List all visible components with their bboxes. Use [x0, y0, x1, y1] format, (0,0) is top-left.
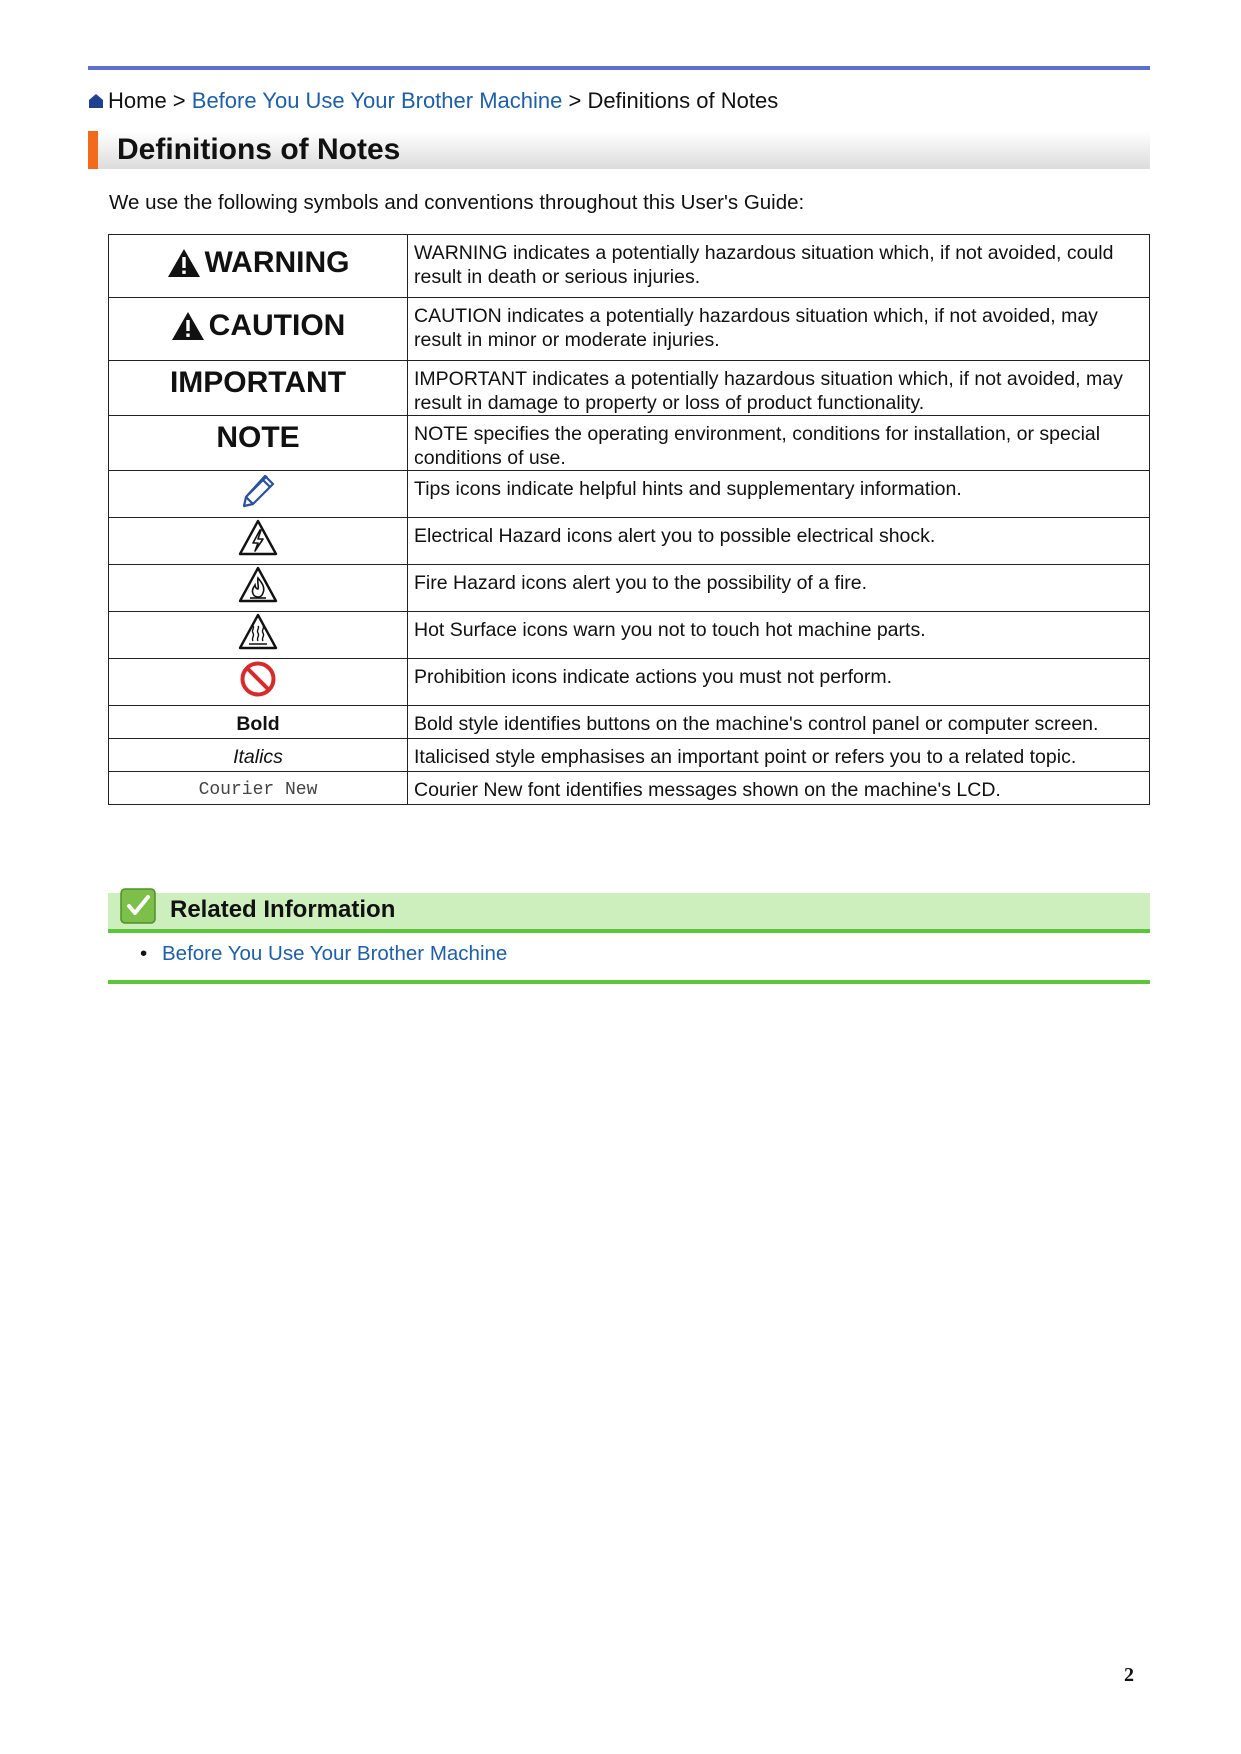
important-label: IMPORTANT [169, 366, 347, 399]
bold-example: Bold [236, 713, 280, 735]
breadcrumb-home[interactable]: Home [108, 88, 167, 113]
table-row [109, 659, 1150, 706]
table-row [109, 471, 1150, 518]
description-cell: CAUTION indicates a potentially hazardous situation which, if not avoided, may result in minor or moderate injuries. [408, 298, 1150, 361]
breadcrumb-separator: > [562, 88, 588, 113]
symbol-cell [109, 612, 408, 659]
related-information-title: Related Information [170, 896, 396, 923]
table-row [109, 739, 1150, 772]
breadcrumb-current: Definitions of Notes [587, 88, 779, 113]
pencil-tip-icon [238, 471, 278, 511]
description-cell: NOTE specifies the operating environment, conditions for installation, or special conditions of use. [408, 416, 1150, 471]
warning-triangle-icon [167, 248, 201, 278]
fire-hazard-icon [238, 565, 278, 605]
description-cell: Bold style identifies buttons on the machine's control panel or computer screen. [408, 706, 1150, 739]
table-row [109, 416, 1150, 471]
symbol-cell [109, 739, 408, 772]
breadcrumb-parent-link[interactable]: Before You Use Your Brother Machine [191, 88, 563, 113]
description-cell: IMPORTANT indicates a potentially hazardous situation which, if not avoided, may result in damage to property or loss of product functionality. [408, 361, 1150, 416]
hot-surface-icon [238, 612, 278, 652]
description-cell: Prohibition icons indicate actions you must not perform. [408, 659, 1150, 706]
page-title-bar [88, 131, 1150, 169]
top-rule [88, 66, 1150, 70]
symbol-cell [109, 235, 408, 298]
warning-label: WARNING [204, 246, 350, 279]
description-cell: Fire Hazard icons alert you to the possibility of a fire. [408, 565, 1150, 612]
caution-triangle-icon [171, 311, 205, 341]
related-link[interactable]: Before You Use Your Brother Machine [162, 942, 508, 965]
symbol-cell [109, 659, 408, 706]
breadcrumb [88, 87, 778, 115]
description-cell: WARNING indicates a potentially hazardous situation which, if not avoided, could result in death or serious injuries. [408, 235, 1150, 298]
electrical-hazard-icon [238, 518, 278, 558]
symbol-cell [109, 565, 408, 612]
table-row [109, 235, 1150, 298]
symbol-cell [109, 706, 408, 739]
related-bottom-rule [108, 980, 1150, 984]
bullet: • [140, 942, 148, 965]
description-cell: Tips icons indicate helpful hints and supplementary information. [408, 471, 1150, 518]
breadcrumb-separator: > [166, 88, 192, 113]
related-information-header [108, 893, 1150, 933]
description-cell: Courier New font identifies messages shown on the machine's LCD. [408, 772, 1150, 805]
checkmark-icon [120, 888, 156, 924]
description-cell: Electrical Hazard icons alert you to possible electrical shock. [408, 518, 1150, 565]
home-icon [88, 93, 104, 109]
table-row [109, 518, 1150, 565]
courier-example: Courier New [198, 780, 318, 800]
description-cell: Italicised style emphasises an important point or refers you to a related topic. [408, 739, 1150, 772]
symbol-cell [109, 298, 408, 361]
intro-text: We use the following symbols and conventions throughout this User's Guide: [109, 191, 805, 214]
table-row [109, 298, 1150, 361]
note-label: NOTE [216, 421, 300, 454]
table-row [109, 361, 1150, 416]
symbol-cell [109, 361, 408, 416]
table-row [109, 706, 1150, 739]
symbol-cell [109, 416, 408, 471]
related-links-list [142, 941, 507, 967]
title-accent [88, 131, 98, 169]
symbol-cell [109, 772, 408, 805]
description-cell: Hot Surface icons warn you not to touch hot machine parts. [408, 612, 1150, 659]
table-row [109, 612, 1150, 659]
prohibition-icon [238, 659, 278, 699]
symbol-cell [109, 518, 408, 565]
symbol-cell [109, 471, 408, 518]
italics-example: Italics [233, 746, 283, 768]
page-number: 2 [1124, 1664, 1134, 1686]
caution-label: CAUTION [208, 309, 346, 342]
table-row [109, 565, 1150, 612]
notes-table [108, 234, 1150, 805]
page-title: Definitions of Notes [117, 133, 401, 166]
table-row [109, 772, 1150, 805]
